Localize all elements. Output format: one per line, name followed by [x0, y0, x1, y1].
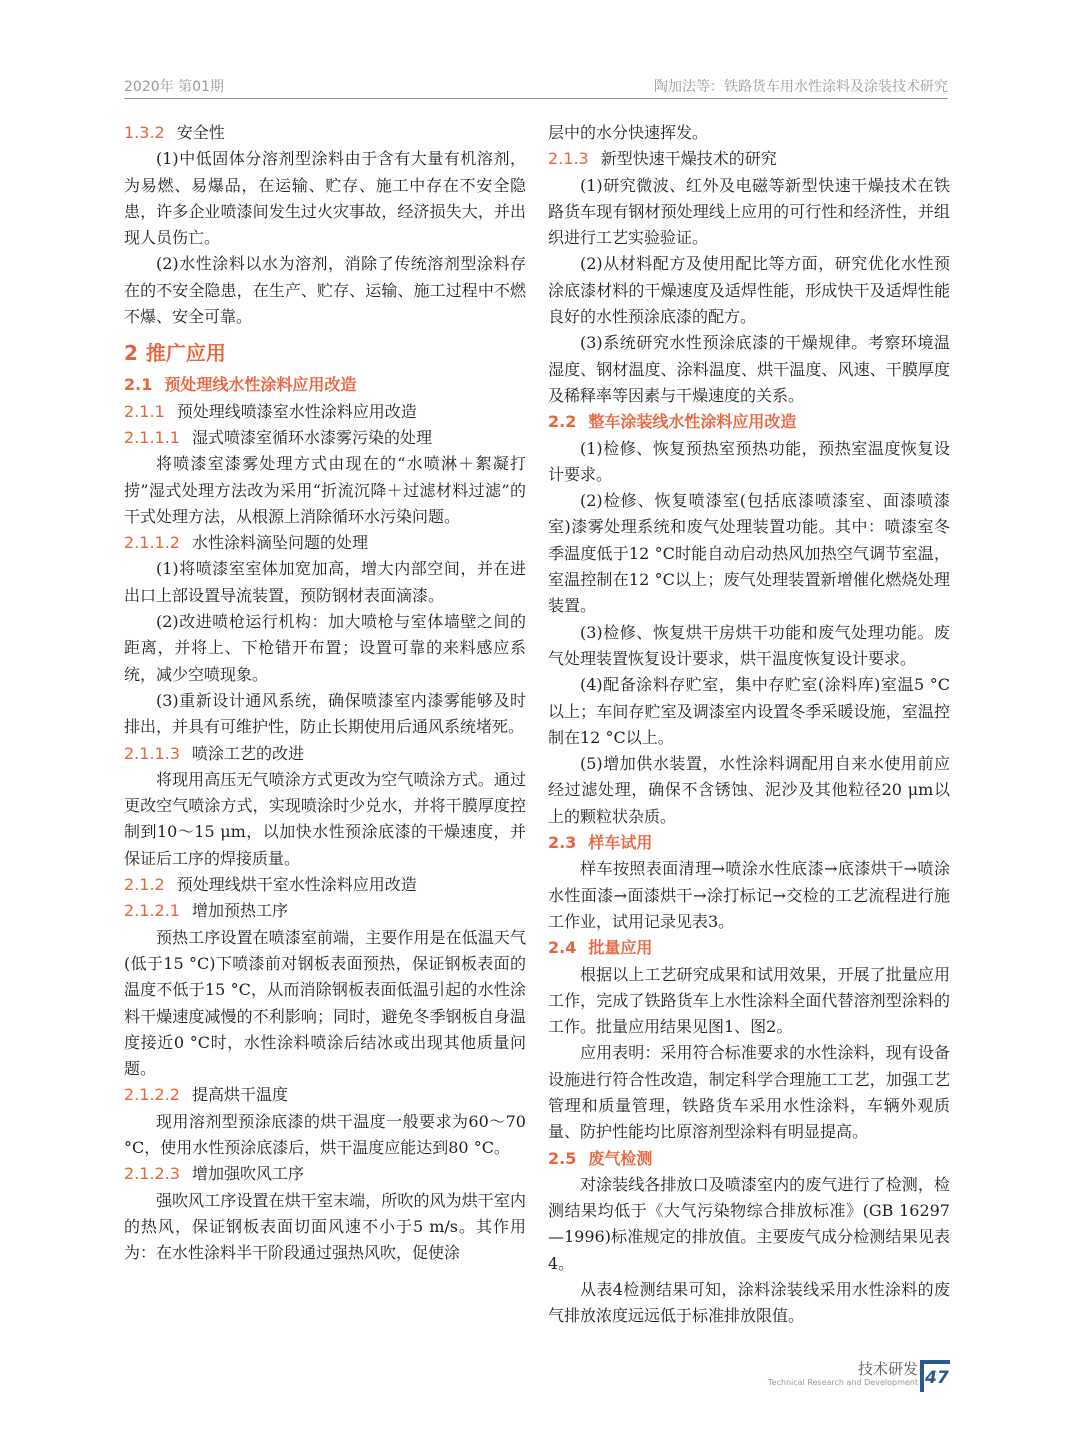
- section-title: 整车涂装线水性涂料应用改造: [588, 412, 797, 432]
- section-heading: [124, 898, 526, 924]
- section-number: 1.3.2: [124, 123, 165, 142]
- paragraph: 现用溶剂型预涂底漆的烘干温度一般要求为60～70 °C，使用水性预涂底漆后，烘干温度应能达到80 °C。: [124, 1111, 526, 1157]
- paragraph: 预热工序设置在喷漆室前端，主要作用是在低温天气(低于15 °C)下喷漆前对钢板表面预热，保证钢板表面的温度不低于15 °C，从而消除钢板表面低温引起的水性涂料干燥速度减慢的不利影响；同时，避免冬季钢板自身温度接近0 °C时，水性涂料喷涂后结冰或出现其他质量问题。: [124, 927, 526, 1079]
- paragraph: (5)增加供水装置，水性涂料调配用自来水使用前应经过滤处理，确保不含锈蚀、泥沙及其他粒径20 μm以上的颗粒状杂质。: [548, 754, 950, 826]
- section-title: 水性涂料滴坠问题的处理: [191, 533, 368, 553]
- article-running-title: 陶加法等：铁路货车用水性涂料及涂装技术研究: [654, 79, 948, 95]
- section-number: 2.1.2.1: [124, 901, 180, 921]
- section-title: 增加强吹风工序: [191, 1164, 304, 1184]
- paragraph: 对涂装线各排放口及喷漆室内的废气进行了检测，检测结果均低于《大气污染物综合排放标准》(GB 16297—1996)标准规定的排放值。主要废气成分检测结果见表4。: [548, 1174, 950, 1273]
- section-number: 2.1.3: [548, 149, 589, 169]
- section-number: 2.1.1.3: [124, 743, 180, 763]
- section-title: 批量应用: [588, 938, 653, 958]
- section-number: 2.3: [548, 833, 577, 853]
- section-number: 2.1.2.2: [124, 1085, 180, 1105]
- paragraph: 从表4检测结果可知，涂料涂装线采用水性涂料的废气排放浓度远远低于标准排放限值。: [548, 1280, 950, 1326]
- section-number: 2.1: [124, 375, 153, 395]
- section-number: 2.2: [548, 412, 577, 432]
- section-heading: [124, 399, 526, 425]
- section-heading: [548, 146, 950, 172]
- section-number: 2: [124, 341, 138, 366]
- section-title: 湿式喷漆室循环水漆雾污染的处理: [191, 427, 432, 447]
- section-heading: [124, 120, 526, 146]
- paragraph: 样车按照表面清理→喷涂水性底漆→底漆烘干→喷涂水性面漆→面漆烘干→涂打标记→交检的工艺流程进行施工作业，试用记录见表3。: [548, 859, 950, 931]
- section-heading: [124, 1161, 526, 1187]
- section-number: 2.5: [548, 1148, 577, 1168]
- section-title: 提高烘干温度: [191, 1085, 288, 1105]
- paragraph: (3)系统研究水性预涂底漆的干燥规律。考察环境温湿度、钢材温度、涂料温度、烘干温度、风速、干膜厚度及稀释率等因素与干燥速度的关系。: [548, 333, 950, 405]
- section-title: 样车试用: [588, 833, 653, 853]
- section-title: 预处理线水性涂料应用改造: [164, 375, 357, 395]
- section-heading: [124, 1082, 526, 1108]
- section-heading: [124, 530, 526, 556]
- section-title: 喷涂工艺的改进: [191, 743, 304, 763]
- paragraph: (2)水性涂料以水为溶剂，消除了传统溶剂型涂料存在的不安全隐患，在生产、贮存、运输、施工过程中不燃不爆、安全可靠。: [124, 254, 526, 327]
- paragraph: (2)检修、恢复喷漆室(包括底漆喷漆室、面漆喷漆室)漆雾处理系统和废气处理装置功能。其中：喷漆室冬季温度低于12 °C时能自动启动热风加热空气调节室温，室温控制在12 °C以上；废气处理装置新增催化燃烧处理装置。: [548, 491, 950, 616]
- section-name: 技术研发: [857, 1360, 918, 1378]
- issue-label: 2020年 第01期: [124, 79, 224, 95]
- paragraph: (4)配备涂料存贮室，集中存贮室(涂料库)室温5 °C以上；车间存贮室及调漆室内设置冬季采暖设施，室温控制在12 °C以上。: [548, 675, 950, 747]
- section-name-en: Technical Research and Development: [768, 1378, 918, 1387]
- paragraph: (1)检修、恢复预热室预热功能，预热室温度恢复设计要求。: [548, 438, 950, 484]
- left-column: [124, 120, 526, 1266]
- paragraph: 层中的水分快速挥发。: [548, 123, 709, 142]
- paragraph: (3)检修、恢复烘干房烘干功能和废气处理功能。废气处理装置恢复设计要求，烘干温度恢复设计要求。: [548, 622, 950, 668]
- paragraph: 将喷漆室漆雾处理方式由现在的“水喷淋＋絮凝打捞”湿式处理方法改为采用“折流沉降＋过滤材料过滤”的干式处理方法，从根源上消除循环水污染问题。: [124, 454, 526, 526]
- section-heading: [124, 425, 526, 451]
- section-heading: [548, 409, 950, 435]
- paragraph: (3)重新设计通风系统，确保喷漆室内漆雾能够及时排出，并具有可维护性，防止长期使用后通风系统堵死。: [124, 690, 526, 737]
- section-heading: [124, 872, 526, 898]
- paragraph: (1)研究微波、红外及电磁等新型快速干燥技术在铁路货车现有钢材预处理线上应用的可行性和经济性，并组织进行工艺实验验证。: [548, 175, 950, 248]
- paragraph: 根据以上工艺研究成果和试用效果，开展了批量应用工作，完成了铁路货车上水性涂料全面代替溶剂型涂料的工作。批量应用结果见图1、图2。: [548, 964, 950, 1037]
- section-title: 废气检测: [588, 1148, 653, 1168]
- footer: [760, 1358, 950, 1392]
- section-heading: [548, 935, 950, 961]
- page-number: 47: [920, 1360, 950, 1392]
- section-title: 新型快速干燥技术的研究: [600, 149, 777, 169]
- running-header: [124, 76, 948, 99]
- section-number: 2.1.2: [124, 875, 165, 895]
- paragraph: (1)将喷漆室室体加宽加高，增大内部空间，并在进出口上部设置导流装置，预防钢材表面滴漆。: [124, 559, 526, 605]
- section-heading: [548, 1146, 950, 1172]
- section-title: 增加预热工序: [191, 901, 288, 921]
- section-heading: [124, 372, 526, 398]
- paragraph: (1)中低固体分溶剂型涂料由于含有大量有机溶剂，为易燃、易爆品，在运输、贮存、施工中存在不安全隐患，许多企业喷漆间发生过火灾事故，经济损失大，并出现人员伤亡。: [124, 149, 526, 248]
- section-number: 2.1.1.2: [124, 533, 180, 553]
- section-heading: [124, 338, 526, 368]
- section-number: 2.1.1.1: [124, 427, 180, 447]
- paragraph: 应用表明：采用符合标准要求的水性涂料，现有设备设施进行符合性改造，制定科学合理施工工艺，加强工艺管理和质量管理，铁路货车采用水性涂料，车辆外观质量、防护性能均比原溶剂型涂料有明显提高。: [548, 1043, 950, 1142]
- right-column: [548, 120, 950, 1330]
- section-title: 预处理线烘干室水性涂料应用改造: [176, 875, 417, 895]
- paragraph: (2)改进喷枪运行机构：加大喷枪与室体墙壁之间的距离，并将上、下枪错开布置；设置可靠的来料感应系统，减少空喷现象。: [124, 612, 526, 684]
- paragraph: 将现用高压无气喷涂方式更改为空气喷涂方式。通过更改空气喷涂方式，实现喷涂时少兑水，并将干膜厚度控制到10～15 μm，以加快水性预涂底漆的干燥速度，并保证后工序的焊接质量。: [124, 769, 526, 868]
- section-number: 2.1.1: [124, 401, 165, 421]
- section-heading: [548, 830, 950, 856]
- paragraph: 强吹风工序设置在烘干室末端，所吹的风为烘干室内的热风，保证钢板表面切面风速不小于5 m/s。其作用为：在水性涂料半干阶段通过强热风吹，促使涂: [124, 1190, 526, 1263]
- paragraph: (2)从材料配方及使用配比等方面，研究优化水性预涂底漆材料的干燥速度及适焊性能，形成快干及适焊性能良好的水性预涂底漆的配方。: [548, 254, 950, 327]
- section-title: 预处理线喷漆室水性涂料应用改造: [176, 401, 417, 421]
- section-title: 推广应用: [145, 341, 226, 366]
- section-number: 2.1.2.3: [124, 1164, 180, 1184]
- section-heading: [124, 741, 526, 767]
- section-title: 安全性: [176, 123, 225, 142]
- section-number: 2.4: [548, 938, 577, 958]
